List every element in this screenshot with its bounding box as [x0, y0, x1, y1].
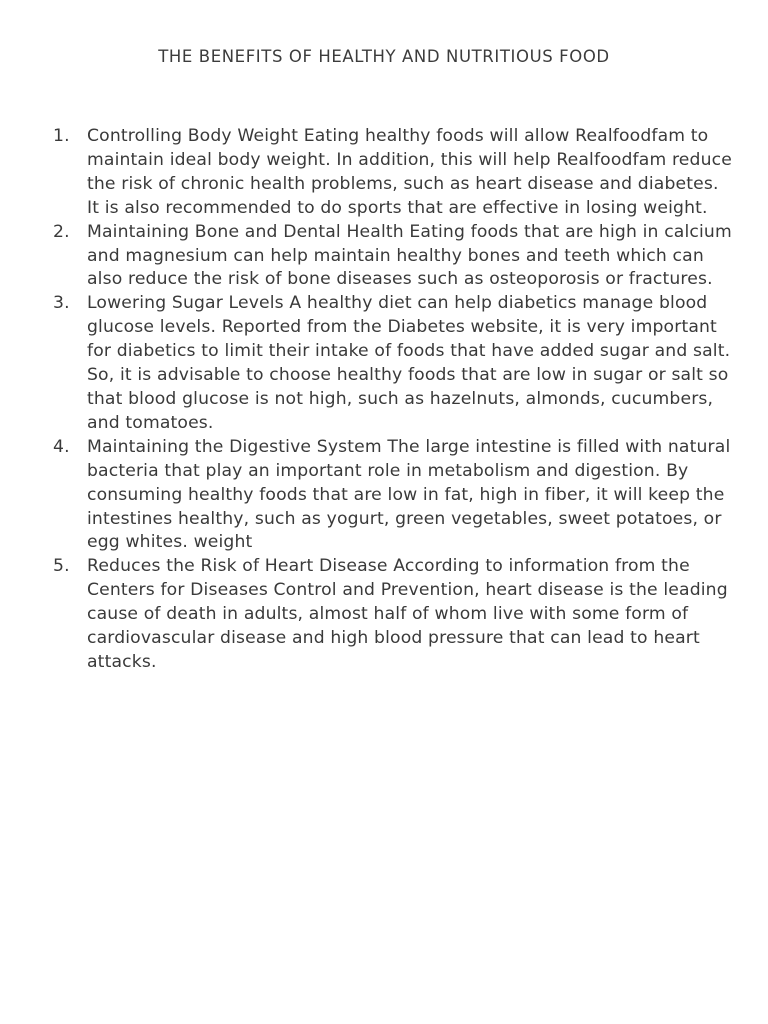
list-item-text: Lowering Sugar Levels A healthy diet can help diabetics manage blood glucose levels. Reported from the Diabetes website, it is very important for diabetics to limit their intake of foods that have added sugar and salt. So, it is advisable to choose healthy foods that are low in sugar or salt so that blood glucose is not high, such as hazelnuts, almonds, cucumbers, and tomatoes.	[87, 293, 731, 433]
document-title: THE BENEFITS OF HEALTHY AND NUTRITIOUS FOOD	[158, 47, 610, 66]
list-item	[53, 292, 735, 435]
list-item-number: 3.	[53, 293, 70, 314]
list-item	[53, 221, 735, 293]
list-item-number: 4.	[53, 436, 70, 457]
list-item	[53, 555, 735, 675]
list-item-text: Controlling Body Weight Eating healthy foods will allow Realfoodfam to maintain ideal body weight. In addition, this will help Realfoodfam reduce the risk of chronic health problems, such as heart disease and diabetes. It is also recommended to do sports that are effective in losing weight.	[87, 126, 732, 218]
list-item	[53, 436, 735, 556]
list-item-text: Reduces the Risk of Heart Disease According to information from the Centers for Diseases Control and Prevention, heart disease is the leading cause of death in adults, almost half of whom live with some form of cardiovascular disease and high blood pressure that can lead to heart attacks.	[87, 556, 728, 672]
list-item-number: 2.	[53, 221, 70, 242]
list-item	[53, 125, 735, 221]
list-item-text: Maintaining the Digestive System The large intestine is filled with natural bacteria that play an important role in metabolism and digestion. By consuming healthy foods that are low in fat, high in fiber, it will keep the intestines healthy, such as yogurt, green vegetables, sweet potatoes, or egg whites. weight	[87, 436, 731, 553]
benefits-list	[53, 125, 735, 675]
list-item-text: Maintaining Bone and Dental Health Eating foods that are high in calcium and magnesium can help maintain healthy bones and teeth which can also reduce the risk of bone diseases such as osteoporosis or fractures.	[87, 221, 732, 290]
list-item-number: 1.	[53, 126, 70, 146]
list-item-number: 5.	[53, 556, 70, 577]
